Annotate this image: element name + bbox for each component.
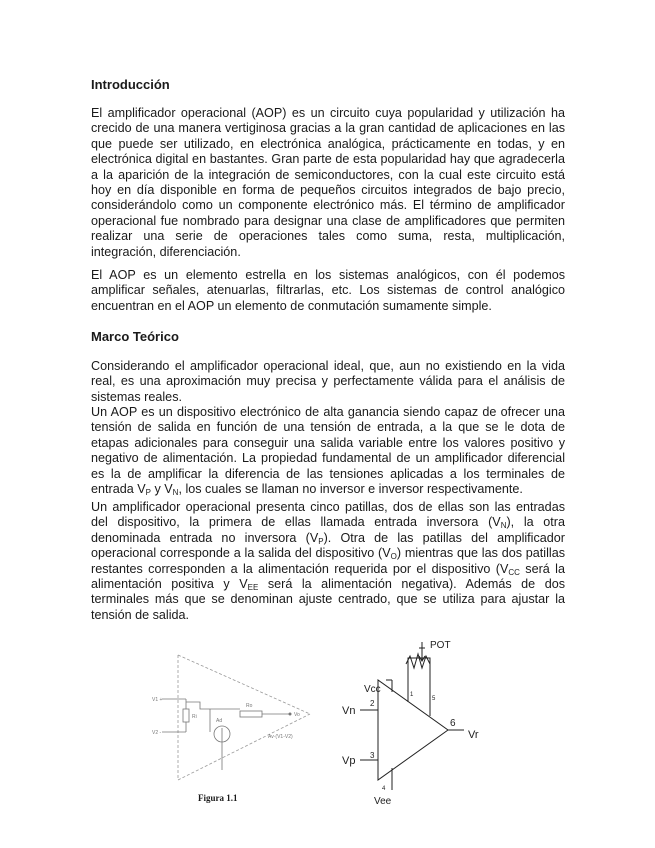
label-pin-3: 3 [370, 751, 375, 760]
subscript: N [500, 521, 507, 531]
intro-paragraph-1: El amplificador operacional (AOP) es un circuito cuya popularidad y utilización ha crecido de una manera vertiginosa gracias a la gran cantidad de aplicaciones en las que puede ser utilizado, en electrónica analógica, prácticamente en todas, y en electrónica digital en bastantes. Gran parte de esta popularidad hay que agradecerla a la aparición de la integración de semiconductores, con la cual este circuito está hoy en día disponible en forma de pequeños circuitos integrados de bajo precio, considerándolo como un componente electrónico más. El término de amplificador operacional fue nombrado para designar una clase de amplificadores que permiten realizar una serie de operaciones tales como suma, resta, multiplicación, integración, diferenciación. [91, 106, 565, 259]
subscript: P [145, 488, 151, 498]
subscript: P [318, 536, 324, 546]
section-heading-introduccion: Introducción [91, 77, 170, 92]
section-heading-marco-teorico: Marco Teórico [91, 329, 179, 344]
label-v1: V1 + [152, 697, 163, 703]
label-vo: Vo [294, 712, 300, 718]
label-av: Av·(V1-V2) [268, 734, 293, 740]
node-dot [289, 713, 292, 716]
marco-paragraph-1: Considerando el amplificador operacional ideal, que, aun no existiendo en la vida real, es una aproximación muy precisa y perfectamente válida para el análisis de sistemas reales. [91, 359, 565, 404]
label-pot: POT [430, 640, 451, 651]
text-segment: será la alimentación positiva y V [91, 561, 565, 592]
intro-paragraph-2: El AOP es un elemento estrella en los sistemas analógicos, con él podemos amplificar señales, atenuarlas, filtrarlas, etc. Los sistemas de control analógico encuentran en el AOP un elemento de conmutación sumamente simple. [91, 268, 565, 313]
label-pin-1: 1 [410, 692, 414, 698]
label-ad: Ad [216, 718, 223, 724]
text-segment: ). Otra de las patillas del amplificador operacional corresponde a la salida del dispositivo (V [91, 530, 565, 561]
text-segment: y V [150, 482, 173, 497]
label-ro: Ro [246, 703, 253, 709]
label-ri: Ri [192, 714, 197, 720]
label-v2: V2 - [152, 730, 162, 736]
label-pin-4: 4 [382, 786, 386, 792]
triangle-outline [178, 655, 310, 780]
resistor-ro [240, 711, 262, 717]
text-segment: será la alimentación negativa). Además de dos terminales más que se denominan ajuste centrado, que se utiliza para ajustar la tensión de salida. [91, 577, 566, 622]
label-vcc: Vcc [364, 684, 381, 695]
text-segment: Un amplificador operacional presenta cinco patillas, dos de ellas son las entradas del dispositivo, la primera de ellas llamada entrada inversora (V [91, 500, 565, 530]
subscript: EE [247, 583, 259, 593]
opamp-pinout-figure [330, 630, 500, 808]
subscript: N [172, 488, 179, 498]
label-pin-2: 2 [370, 699, 375, 708]
label-vp: Vp [342, 755, 356, 767]
marco-paragraph-2 [91, 405, 565, 497]
subscript: O [390, 552, 397, 562]
label-pin-6: 6 [450, 718, 456, 729]
text-segment: ), la otra denominada entrada no inversora (V [91, 515, 565, 545]
pinout-wires [360, 642, 464, 790]
text-segment: Un AOP es un dispositivo electrónico de alta ganancia siendo capaz de ofrecer una tensión de salida en función de una tensión de entrada, a la que se le dota de etapas adicionales para conseguir una salida variable entre los valores positivo y negativo de alimentación. La propiedad fundamental de un amplificador diferencial es la de amplificar la diferencia de las tensiones aplicadas a los terminales de entrada V [91, 405, 565, 497]
marco-paragraph-3 [91, 500, 565, 623]
text-segment: , los cuales se llaman no inversor e inversor respectivamente. [178, 482, 523, 497]
resistor-ri [183, 709, 189, 722]
figure-caption: Figura 1.1 [198, 793, 238, 803]
opamp-model-figure [150, 652, 330, 784]
label-vee: Vee [374, 796, 392, 807]
label-pin-5: 5 [432, 696, 436, 702]
subscript: CC [508, 567, 520, 577]
label-vr: Vr [468, 729, 479, 741]
label-vn: Vn [342, 705, 356, 717]
text-segment: ) mientras que las dos patillas restantes corresponden a la alimentación requerida por el dispositivo (V [91, 546, 565, 576]
